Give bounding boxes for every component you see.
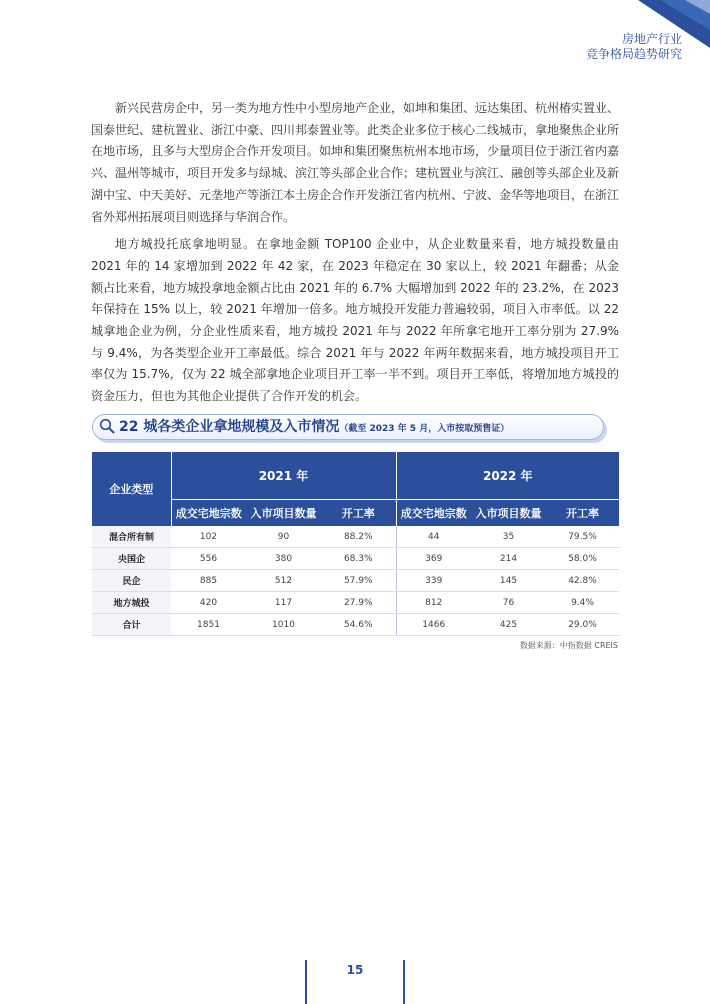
table-cell: 1466 xyxy=(396,614,471,636)
table-cell: 145 xyxy=(471,570,546,592)
table-cell: 9.4% xyxy=(546,592,619,614)
table-cell: 79.5% xyxy=(546,526,619,548)
table-cell: 885 xyxy=(171,570,246,592)
column-header-type: 企业类型 xyxy=(92,452,171,526)
table-cell: 35 xyxy=(471,526,546,548)
row-category: 地方城投 xyxy=(92,592,171,614)
table-cell: 76 xyxy=(471,592,546,614)
paragraph-1: 新兴民营房企中，另一类为地方性中小型房地产企业，如坤和集团、远达集团、杭州椿实置业、国泰世纪、建杭置业、浙江中豪、四川邦泰置业等。此类企业多位于核心二线城市，拿地聚焦企业所在地市场，且多与大型房企合作开发项目。如坤和集团聚焦杭州本地市场，少量项目位于浙江省内嘉兴、温州等城市，项目开发多与绿城、滨江等头部企业合作；建杭置业与滨江、融创等头部企业及新湖中宝、中天美好、元垄地产等浙江本土房企合作开发浙江省内杭州、宁波、金华等地项目，在浙江省外郑州拓展项目则选择与华润合作。 xyxy=(91,101,620,224)
table-cell: 58.0% xyxy=(546,548,619,570)
header-line-1: 房地产行业 xyxy=(621,32,682,46)
table-cell: 1010 xyxy=(246,614,321,636)
paragraph-2: 地方城投托底拿地明显。在拿地金额 TOP100 企业中，从企业数量来看，地方城投数量由 2021 年的 14 家增加到 2022 年 42 家，在 2023 年稳定在 30 家以上，较 2021 年翻番；从金额占比来看，地方城投拿地金额占比由 2021 年的 6.7% 大幅增加到 2022 年的 23.2%，在 2023 年保持在 15% 以上，较 2021 年增加一倍多。地方城投开发能力普遍较弱，项目入市率低。以 22 城拿地企业为例，分企业性质来看，地方城投 2021 年与 2022 年所拿宅地开工率分别为 27.9% 与 9.4%，为各类型企业开工率最低。综合 2021 年与 2022 年两年数据来看，地方城投项目开工率仅为 15.7%，仅为 22 城全部拿地企业项目开工率一半不到。项目开工率低，将增加地方城投的资金压力，但也为其他企业提供了合作开发的机会。 xyxy=(91,237,619,404)
column-header-start-rate: 开工率 xyxy=(546,500,619,527)
table-cell: 90 xyxy=(246,526,321,548)
column-header-project-count: 入市项目数量 xyxy=(246,500,321,527)
section-heading xyxy=(92,414,604,440)
column-header-project-count: 入市项目数量 xyxy=(471,500,546,527)
table-cell: 380 xyxy=(246,548,321,570)
body-text xyxy=(91,98,619,414)
table-row xyxy=(92,548,619,570)
row-category: 混合所有制 xyxy=(92,526,171,548)
data-source: 数据来源：中指数据 CREIS xyxy=(519,641,618,650)
table-row xyxy=(92,592,619,614)
magnifier-icon xyxy=(98,417,116,435)
table-cell: 339 xyxy=(396,570,471,592)
table-row xyxy=(92,570,619,592)
table-cell: 88.2% xyxy=(321,526,396,548)
table-cell: 214 xyxy=(471,548,546,570)
table-cell: 369 xyxy=(396,548,471,570)
table-cell: 57.9% xyxy=(321,570,396,592)
section-title-note: （截至 2023 年 5 月，入市按取预售证） xyxy=(339,424,510,434)
row-category: 合计 xyxy=(92,614,171,636)
table-cell: 420 xyxy=(171,592,246,614)
table-cell: 102 xyxy=(171,526,246,548)
section-title-main: 22 城各类企业拿地规模及入市情况 xyxy=(119,419,340,435)
table-cell: 27.9% xyxy=(321,592,396,614)
column-header-2022: 2022 年 xyxy=(396,452,619,500)
table-cell: 68.3% xyxy=(321,548,396,570)
table-row-total xyxy=(92,614,619,636)
column-header-start-rate: 开工率 xyxy=(321,500,396,527)
table-cell: 44 xyxy=(396,526,471,548)
table-row xyxy=(92,526,619,548)
table-cell: 54.6% xyxy=(321,614,396,636)
table-cell: 556 xyxy=(171,548,246,570)
column-header-2021: 2021 年 xyxy=(171,452,396,500)
table-cell: 1851 xyxy=(171,614,246,636)
table-cell: 42.8% xyxy=(546,570,619,592)
table-cell: 812 xyxy=(396,592,471,614)
header-line-2: 竞争格局趋势研究 xyxy=(585,47,682,61)
table-cell: 117 xyxy=(246,592,321,614)
row-category: 央国企 xyxy=(92,548,171,570)
section-title xyxy=(119,416,509,440)
page-number: 15 xyxy=(346,963,364,977)
report-header xyxy=(586,32,682,62)
table-cell: 512 xyxy=(246,570,321,592)
column-header-land-count: 成交宅地宗数 xyxy=(396,500,471,527)
column-header-land-count: 成交宅地宗数 xyxy=(171,500,246,527)
table-cell: 425 xyxy=(471,614,546,636)
table-cell: 29.0% xyxy=(546,614,619,636)
row-category: 民企 xyxy=(92,570,171,592)
data-table xyxy=(92,452,619,636)
